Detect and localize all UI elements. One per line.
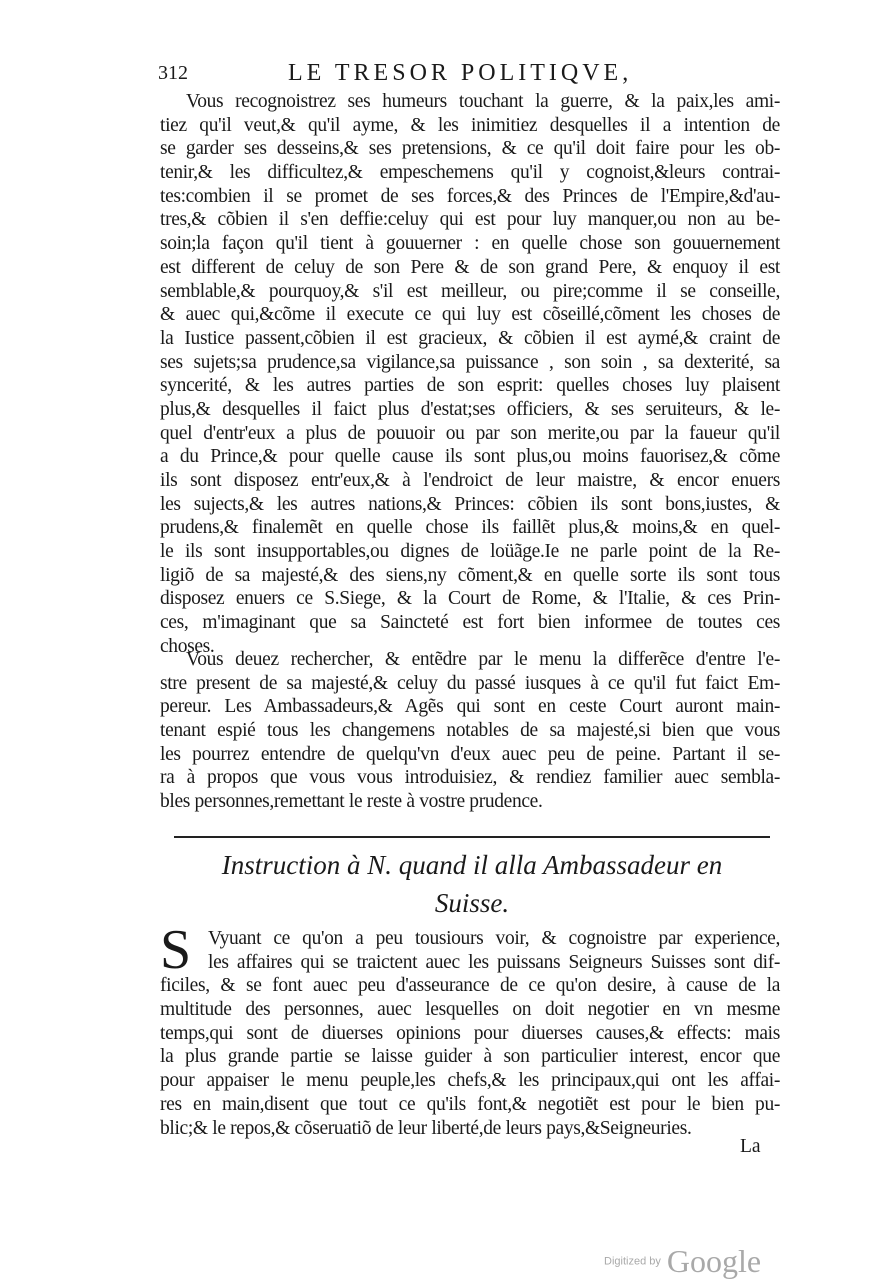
text-line: bles personnes,remettant le reste à vostre prudence. bbox=[160, 791, 543, 813]
text-line: ligiõ de sa majesté,& des siens,ny cõment,& en quelle sorte ils sont tous bbox=[160, 564, 780, 586]
text-line: tenant espié tous les changemens notables de sa majesté,si bien que vous bbox=[160, 720, 780, 742]
text-line: semblable,& pourquoy,& s'il est meilleur, ou pire;comme il se conseille, bbox=[160, 280, 780, 302]
text-line: les sujects,& les autres nations,& Princes: cõbien ils sont bons,iustes, & bbox=[160, 493, 780, 515]
text-line: tiez qu'il veut,& qu'il ayme, & les inimitiez desquelles il a intention de bbox=[160, 114, 780, 136]
catchword: La bbox=[740, 1136, 761, 1157]
text-line: ses sujets;sa prudence,sa vigilance,sa puissance , son soin , sa dexterité, sa bbox=[160, 351, 780, 373]
section-divider bbox=[174, 836, 770, 838]
text-line: multitude des personnes, auec lesquelles on doit negotier en vn mesme bbox=[160, 999, 780, 1021]
text-line: pereur. Les Ambassadeurs,& Agẽs qui sont en ceste Court auront main- bbox=[160, 696, 780, 718]
heading-line: Suisse. bbox=[434, 888, 510, 918]
text-line: soin;la façon qu'il tient à gouuerner : en quelle chose son gouuernement bbox=[160, 233, 780, 255]
google-logo: Google bbox=[666, 1243, 762, 1279]
digitization-watermark bbox=[604, 1243, 761, 1280]
text-line: ra à propos que vous vous introduisiez, & rendiez familier auec sembla- bbox=[160, 767, 780, 789]
text-line: la plus grande partie se laisse guider à son particulier interest, encor que bbox=[160, 1046, 780, 1068]
text-line: est different de celuy de son Pere & de son grand Pere, & enquoy il est bbox=[160, 256, 780, 278]
text-line: les affaires qui se traictent auec les puissans Seigneurs Suisses sont dif- bbox=[208, 951, 780, 973]
section-heading bbox=[174, 846, 770, 922]
text-line: & auec qui,&cõme il execute ce qui luy est cõseillé,cõment les choses de bbox=[160, 304, 780, 326]
text-line: ces, m'imaginant que sa Saincteté est fort bien informee de toutes ces bbox=[160, 612, 780, 634]
text-line: disposez enuers ce S.Siege, & la Court de Rome, & l'Italie, & ces Prin- bbox=[160, 588, 780, 610]
text-line: stre present de sa majesté,& celuy du passé iusques à ce qu'il fut faict Em- bbox=[160, 672, 780, 694]
text-line: choses. bbox=[160, 635, 215, 657]
text-line: temps,qui sont de diuerses opinions pour diuerses causes,& effects: mais bbox=[160, 1022, 780, 1044]
paragraph-2 bbox=[160, 648, 780, 814]
text-line: tres,& cõbien il s'en deffie:celuy qui est pour luy manquer,ou non au be- bbox=[160, 209, 780, 231]
page-header bbox=[158, 60, 778, 90]
running-title: LE TRESOR POLITIQVE, bbox=[288, 60, 633, 86]
text-line: ils sont disposez entr'eux,& à l'endroict de leur maistre, & encor enuers bbox=[160, 470, 780, 491]
text-line: le ils sont insupportables,ou dignes de loüãge.Ie ne parle point de la Re- bbox=[160, 541, 780, 563]
text-line: pour appaiser le menu peuple,les chefs,& les principaux,qui ont les affai- bbox=[160, 1070, 780, 1092]
text-line: la Iustice passent,cõbien il est gracieux, & cõbien il est aymé,& craint de bbox=[160, 327, 780, 349]
paragraph-1 bbox=[160, 90, 780, 659]
text-line: prudens,& finalemẽt en quelle chose ils faillẽt plus,& moins,& en quel- bbox=[160, 517, 780, 539]
text-line: Vous deuez rechercher, & entẽdre par le menu la differẽce d'entre l'e- bbox=[186, 649, 780, 670]
text-line: Vyuant ce qu'on a peu tousiours voir, & cognoistre par experience, bbox=[208, 928, 780, 949]
digitized-by-label: Digitized by bbox=[604, 1255, 661, 1268]
text-line: ficiles, & se font auec peu d'asseurance de ce qu'on desire, à cause de la bbox=[160, 975, 780, 997]
text-line: les pourrez entendre de quelqu'vn d'eux auec peu de peine. Partant il se- bbox=[160, 743, 780, 765]
text-line: res en main,disent que tout ce qu'ils font,& negotiẽt est pour le bien pu- bbox=[160, 1093, 780, 1115]
text-line: a du Prince,& pour quelle cause ils sont plus,ou moins fauorisez,& cõme bbox=[160, 446, 780, 468]
text-line: syncerité, & les autres parties de son esprit: quelles choses luy plaisent bbox=[160, 375, 780, 397]
text-line: se garder ses desseins,& ses pretensions, & ce qu'il doit faire pour les ob- bbox=[160, 138, 780, 160]
text-line: plus,& desquelles il faict plus d'estat;ses officiers, & ses seruiteurs, & le- bbox=[160, 398, 780, 420]
section-paragraph bbox=[160, 927, 780, 1140]
drop-cap: S bbox=[160, 919, 192, 981]
text-line: tes:combien il se promet de ses forces,& des Princes de l'Empire,&d'au- bbox=[160, 185, 780, 207]
text-line: tenir,& les difficultez,& empeschemens qu'il y cognoist,&leurs contrai- bbox=[160, 162, 780, 184]
text-line: quel d'entr'eux a plus de pouuoir ou par son merite,ou par la faueur qu'il bbox=[160, 422, 780, 444]
text-line: blic;& le repos,& cõseruatiõ de leur liberté,de leurs pays,&Seigneuries. bbox=[160, 1117, 692, 1139]
heading-line: Instruction à N. quand il alla Ambassadeur en bbox=[221, 850, 723, 880]
text-line: Vous recognoistrez ses humeurs touchant la guerre, & la paix,les ami- bbox=[186, 91, 780, 112]
page-number: 312 bbox=[158, 62, 188, 84]
